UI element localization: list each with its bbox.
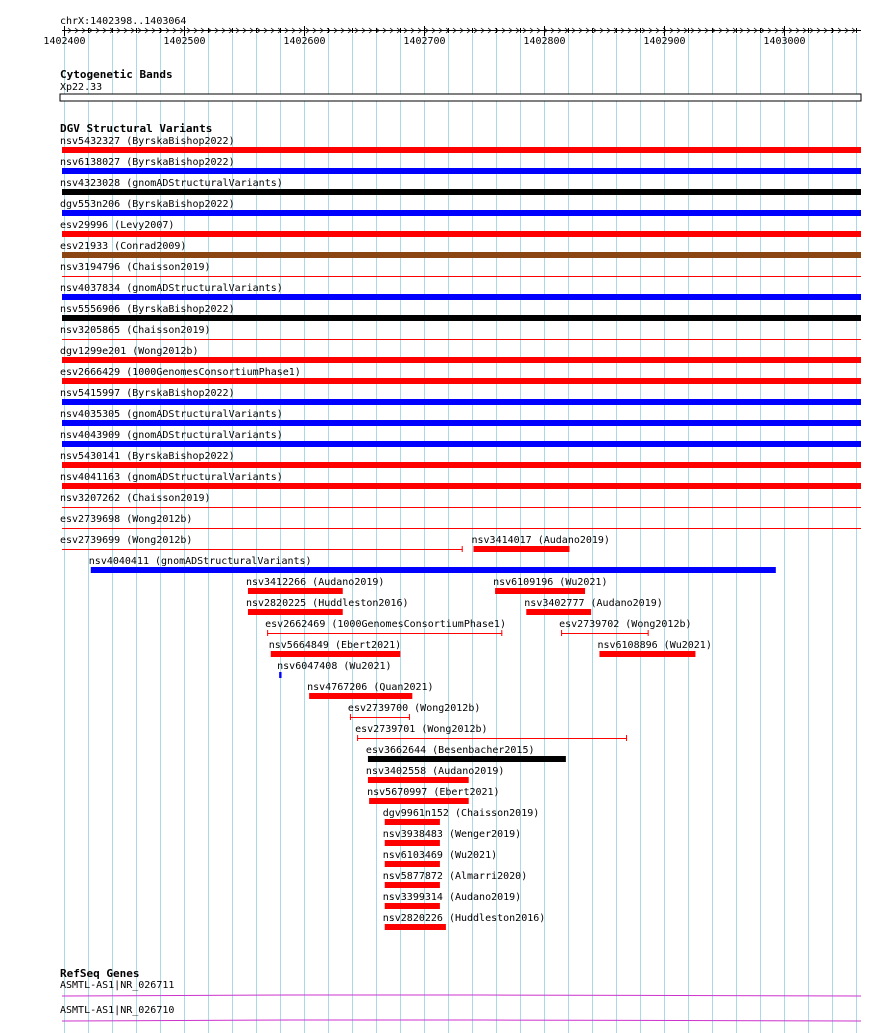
- refseq-gene[interactable]: [60, 1005, 861, 1021]
- ruler-tick-label: 1402800: [523, 36, 566, 47]
- variant-label: nsv4043909 (gnomADStructuralVariants): [60, 430, 283, 441]
- ruler-tick-label: 1402600: [283, 36, 326, 47]
- ruler-tick-label: 1402900: [643, 36, 686, 47]
- variant-feature[interactable]: [60, 535, 463, 552]
- variant-feature[interactable]: [246, 598, 409, 615]
- variant-feature[interactable]: [366, 766, 504, 783]
- cytogenetic-bands-title: Cytogenetic Bands: [60, 68, 173, 81]
- variant-label: nsv4323028 (gnomADStructuralVariants): [60, 178, 283, 189]
- variant-feature[interactable]: [60, 241, 861, 258]
- variant-label: nsv3194796 (Chaisson2019): [60, 262, 211, 273]
- variant-feature[interactable]: [60, 451, 861, 468]
- variant-feature[interactable]: [471, 535, 609, 552]
- variant-bar[interactable]: [385, 819, 440, 825]
- variant-bar[interactable]: [385, 861, 440, 867]
- variant-feature[interactable]: [383, 892, 521, 909]
- variant-feature[interactable]: [383, 808, 540, 825]
- refseq-genes-track: [60, 967, 861, 1021]
- variant-label: nsv5877872 (Almarri2020): [382, 871, 528, 882]
- variant-label: nsv3414017 (Audano2019): [471, 535, 610, 546]
- variant-bar[interactable]: [62, 483, 861, 489]
- variant-bar[interactable]: [368, 756, 566, 762]
- variant-label: nsv3205865 (Chaisson2019): [60, 325, 211, 336]
- variant-label: nsv6109196 (Wu2021): [493, 577, 608, 588]
- variant-bar[interactable]: [62, 315, 861, 321]
- variant-label: nsv6103469 (Wu2021): [382, 850, 498, 861]
- variant-label: nsv5670997 (Ebert2021): [367, 787, 500, 798]
- variant-bar[interactable]: [271, 651, 401, 657]
- variant-bar[interactable]: [309, 693, 412, 699]
- variant-bar[interactable]: [385, 903, 440, 909]
- variant-bar[interactable]: [62, 294, 861, 300]
- variant-feature[interactable]: [559, 619, 691, 636]
- variant-label: nsv6047408 (Wu2021): [277, 661, 392, 672]
- variant-label: esv2739698 (Wong2012b): [60, 514, 193, 525]
- dgv-structural-variants-track: [60, 122, 861, 930]
- variant-label: nsv5415997 (ByrskaBishop2022): [60, 388, 235, 399]
- variant-feature[interactable]: [60, 157, 861, 174]
- variant-feature[interactable]: [60, 514, 861, 529]
- region-label: chrX:1402398..1403064: [60, 16, 187, 27]
- variant-feature[interactable]: [366, 745, 566, 762]
- variant-bar[interactable]: [599, 651, 695, 657]
- variant-label: esv3662644 (Besenbacher2015): [365, 745, 535, 756]
- variant-label: nsv2820225 (Huddleston2016): [245, 598, 409, 609]
- variant-feature[interactable]: [60, 388, 861, 405]
- variant-bar[interactable]: [369, 798, 469, 804]
- variant-feature[interactable]: [60, 199, 861, 216]
- ruler-tick-label: 1402500: [163, 36, 206, 47]
- variant-label: esv21933 (Conrad2009): [60, 241, 187, 252]
- variant-feature[interactable]: [60, 409, 861, 426]
- variant-label: nsv5556906 (ByrskaBishop2022): [60, 304, 235, 315]
- variant-feature[interactable]: [60, 430, 861, 447]
- cytoband-label: Xp22.33: [60, 82, 103, 93]
- variant-label: esv2739701 (Wong2012b): [355, 724, 488, 735]
- ruler-tick-label: 1403000: [763, 36, 806, 47]
- variant-label: esv2666429 (1000GenomesConsortiumPhase1): [60, 367, 301, 378]
- variant-bar[interactable]: [62, 420, 861, 426]
- gene-label: ASMTL-AS1|NR_026711: [60, 980, 175, 991]
- variant-label: esv2662469 (1000GenomesConsortiumPhase1): [265, 619, 506, 630]
- variant-label: nsv4767206 (Quan2021): [307, 682, 434, 693]
- variant-feature[interactable]: [493, 577, 607, 594]
- variant-feature[interactable]: [597, 640, 711, 657]
- variant-feature[interactable]: [60, 325, 861, 340]
- variant-label: nsv6138027 (ByrskaBishop2022): [60, 157, 235, 168]
- variant-feature[interactable]: [367, 787, 499, 804]
- variant-label: nsv3207262 (Chaisson2019): [60, 493, 211, 504]
- variant-label: nsv2820226 (Huddleston2016): [382, 913, 546, 924]
- variant-bar[interactable]: [248, 588, 343, 594]
- variant-bar[interactable]: [526, 609, 591, 615]
- variant-label: nsv4037834 (gnomADStructuralVariants): [60, 283, 283, 294]
- ruler-tick-label: 1402700: [403, 36, 446, 47]
- variant-feature[interactable]: [383, 850, 497, 867]
- variant-label: esv2739699 (Wong2012b): [60, 535, 193, 546]
- variant-label: nsv5430141 (ByrskaBishop2022): [60, 451, 235, 462]
- variant-feature[interactable]: [277, 661, 391, 678]
- ruler-tick-label: 1402400: [43, 36, 86, 47]
- variant-feature[interactable]: [307, 682, 433, 699]
- gene-transcript[interactable]: [62, 995, 861, 996]
- variant-label: nsv4041163 (gnomADStructuralVariants): [60, 472, 283, 483]
- variant-feature[interactable]: [60, 178, 861, 195]
- variant-label: esv2739702 (Wong2012b): [559, 619, 692, 630]
- variant-feature[interactable]: [348, 703, 480, 720]
- variant-label: nsv3402558 (Audano2019): [365, 766, 505, 777]
- variant-bar[interactable]: [368, 777, 469, 783]
- cytogenetic-bands-track: [60, 68, 861, 101]
- variant-bar[interactable]: [385, 924, 446, 930]
- variant-bar[interactable]: [91, 567, 776, 573]
- variant-bar[interactable]: [495, 588, 585, 594]
- refseq-track-title: RefSeq Genes: [60, 967, 140, 980]
- variant-bar[interactable]: [62, 378, 861, 384]
- variant-label: dgv553n206 (ByrskaBishop2022): [60, 199, 235, 210]
- variant-feature[interactable]: [60, 262, 861, 277]
- variant-feature[interactable]: [383, 829, 521, 846]
- variant-label: nsv4035305 (gnomADStructuralVariants): [60, 409, 283, 420]
- variant-label: nsv5432327 (ByrskaBishop2022): [60, 136, 235, 147]
- variant-feature[interactable]: [60, 220, 861, 237]
- variant-bar[interactable]: [248, 609, 343, 615]
- variant-label: esv29996 (Levy2007): [60, 220, 175, 231]
- variant-feature[interactable]: [60, 346, 861, 363]
- variant-label: esv2739700 (Wong2012b): [347, 703, 481, 714]
- variant-bar[interactable]: [62, 147, 861, 153]
- variant-label: nsv5664849 (Ebert2021): [268, 640, 402, 651]
- variant-label: nsv3399314 (Audano2019): [382, 892, 522, 903]
- variant-bar[interactable]: [62, 357, 861, 363]
- variant-feature[interactable]: [269, 640, 401, 657]
- variant-label: dgv9961n152 (Chaisson2019): [382, 808, 540, 819]
- variant-label: nsv3412266 (Audano2019): [245, 577, 385, 588]
- dgv-track-title: DGV Structural Variants: [60, 122, 213, 135]
- variant-bar[interactable]: [385, 882, 440, 888]
- refseq-gene[interactable]: [60, 980, 861, 996]
- variant-bar[interactable]: [385, 840, 440, 846]
- variant-label: nsv3402777 (Audano2019): [524, 598, 663, 609]
- cytoband-bar[interactable]: [60, 94, 861, 101]
- variant-feature[interactable]: [60, 304, 861, 321]
- variant-feature[interactable]: [60, 136, 861, 153]
- variant-feature[interactable]: [60, 283, 861, 300]
- variant-feature[interactable]: [355, 724, 627, 741]
- variant-feature[interactable]: [89, 556, 776, 573]
- variant-feature[interactable]: [383, 871, 528, 888]
- variant-bar[interactable]: [62, 189, 861, 195]
- variant-bar[interactable]: [62, 252, 861, 258]
- variant-bar[interactable]: [62, 231, 861, 237]
- variant-feature[interactable]: [60, 472, 861, 489]
- variant-feature[interactable]: [524, 598, 662, 615]
- variant-feature[interactable]: [60, 493, 861, 508]
- variant-label: nsv4040411 (gnomADStructuralVariants): [88, 556, 312, 567]
- variant-label: nsv6108896 (Wu2021): [597, 640, 712, 651]
- variant-bar[interactable]: [62, 399, 861, 405]
- gene-label: ASMTL-AS1|NR_026710: [60, 1005, 175, 1016]
- variant-bar[interactable]: [62, 210, 861, 216]
- variant-bar[interactable]: [279, 672, 281, 678]
- variant-label: dgv1299e201 (Wong2012b): [60, 346, 199, 357]
- variant-bar[interactable]: [62, 462, 861, 468]
- variant-bar[interactable]: [62, 168, 861, 174]
- variant-feature[interactable]: [60, 367, 861, 384]
- gene-transcript[interactable]: [62, 1020, 861, 1021]
- variant-bar[interactable]: [473, 546, 569, 552]
- variant-label: nsv3938483 (Wenger2019): [382, 829, 522, 840]
- variant-feature[interactable]: [246, 577, 384, 594]
- ruler: [43, 16, 861, 47]
- variant-bar[interactable]: [62, 441, 861, 447]
- variant-feature[interactable]: [265, 619, 506, 636]
